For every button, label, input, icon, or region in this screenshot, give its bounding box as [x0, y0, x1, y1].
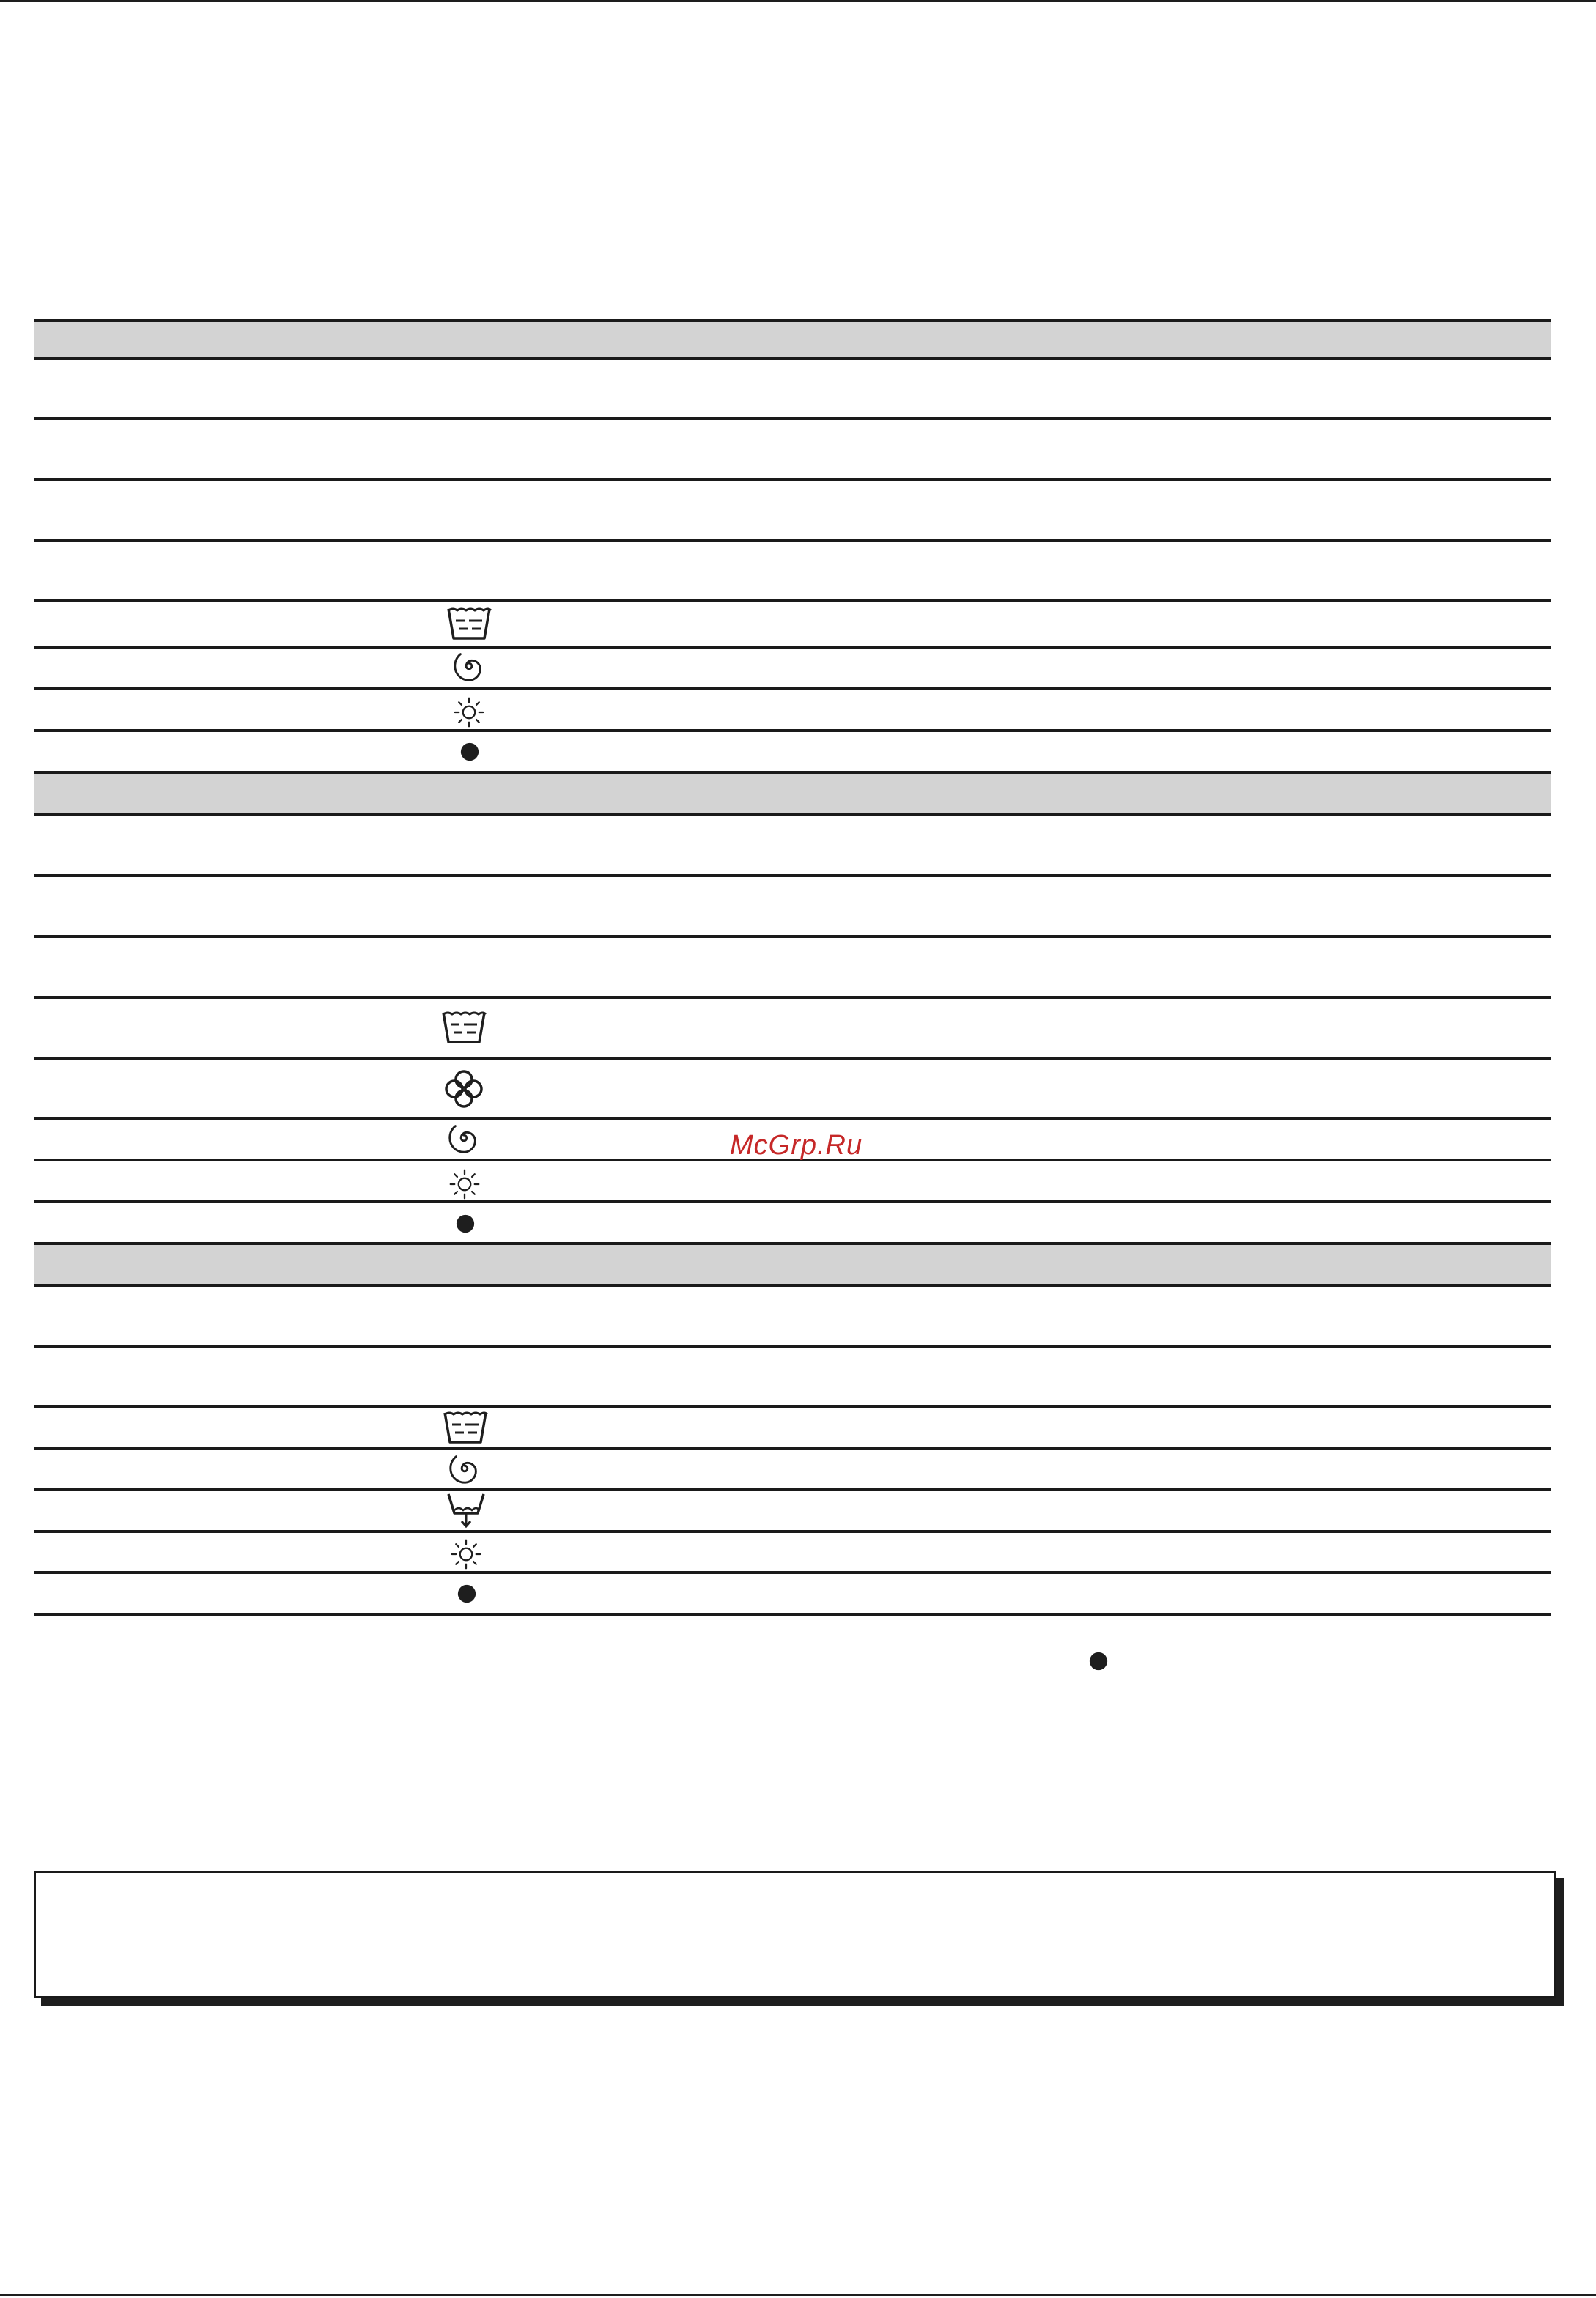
- table-rule: [34, 1571, 1551, 1574]
- dry-sun-icon: [453, 696, 485, 728]
- table-row: [34, 419, 1551, 479]
- table-rule: [34, 599, 1551, 602]
- table-row: [34, 731, 1551, 772]
- iron-dot-icon: [457, 1584, 477, 1604]
- table-row: [34, 1058, 1551, 1118]
- table-rule: [34, 1530, 1551, 1533]
- table-rule: [34, 646, 1551, 649]
- table-row: [34, 814, 1551, 876]
- wash-basin-icon: [442, 1410, 489, 1445]
- table-row: [34, 936, 1551, 997]
- table-row: [34, 479, 1551, 540]
- table-row: [34, 601, 1551, 647]
- section-header-row: [34, 1244, 1551, 1285]
- note-box: [34, 1871, 1556, 1998]
- dry-sun-icon: [450, 1538, 482, 1570]
- flower-icon: [445, 1070, 483, 1108]
- watermark-text: McGrp.Ru: [730, 1130, 863, 1161]
- table-rule: [34, 874, 1551, 877]
- table-rule: [34, 1200, 1551, 1203]
- table-row: [34, 1407, 1551, 1449]
- section-header-row: [34, 321, 1551, 359]
- table-row: [34, 647, 1551, 689]
- table-rule: [34, 1345, 1551, 1348]
- table-row: [34, 1346, 1551, 1407]
- table-row: [34, 1160, 1551, 1202]
- table-row: [34, 1285, 1551, 1346]
- table-rule: [34, 1405, 1551, 1408]
- drain-icon: [446, 1491, 487, 1529]
- table-rule: [34, 478, 1551, 481]
- table-row: [34, 1202, 1551, 1244]
- spin-icon: [446, 1120, 482, 1156]
- table-rule: [34, 539, 1551, 542]
- table-rule: [34, 1613, 1551, 1616]
- table-row: [34, 1573, 1551, 1614]
- table-rule: [34, 771, 1551, 774]
- table-row: [34, 1490, 1551, 1532]
- table-row: [34, 876, 1551, 936]
- table-rule: [34, 996, 1551, 999]
- bottom-page-rule: [0, 2294, 1596, 2296]
- table-rule: [34, 1057, 1551, 1060]
- spin-icon: [451, 648, 487, 684]
- table-row: [34, 689, 1551, 731]
- table-row: [34, 1449, 1551, 1490]
- section-header-row: [34, 772, 1551, 814]
- table-rule: [34, 687, 1551, 690]
- table-rule: [34, 1488, 1551, 1491]
- table-row: [34, 540, 1551, 601]
- table-rule: [34, 417, 1551, 420]
- table-rule: [34, 813, 1551, 816]
- spin-icon: [446, 1450, 483, 1487]
- table-rule: [34, 319, 1551, 322]
- table-row: [34, 1532, 1551, 1573]
- wash-basin-icon: [440, 1010, 487, 1045]
- footnote-dot-icon: [1088, 1651, 1109, 1671]
- table-rule: [34, 935, 1551, 938]
- table-rule: [34, 1117, 1551, 1120]
- iron-dot-icon: [459, 742, 480, 762]
- table-row: [34, 997, 1551, 1058]
- table-rule: [34, 1447, 1551, 1450]
- table-rule: [34, 357, 1551, 360]
- table-row: [34, 359, 1551, 419]
- table-rule: [34, 1284, 1551, 1287]
- table-rule: [34, 729, 1551, 732]
- wash-basin-icon: [446, 606, 492, 641]
- top-page-rule: [0, 0, 1596, 2]
- dry-sun-icon: [448, 1168, 481, 1200]
- table-rule: [34, 1242, 1551, 1245]
- iron-dot-icon: [455, 1213, 476, 1234]
